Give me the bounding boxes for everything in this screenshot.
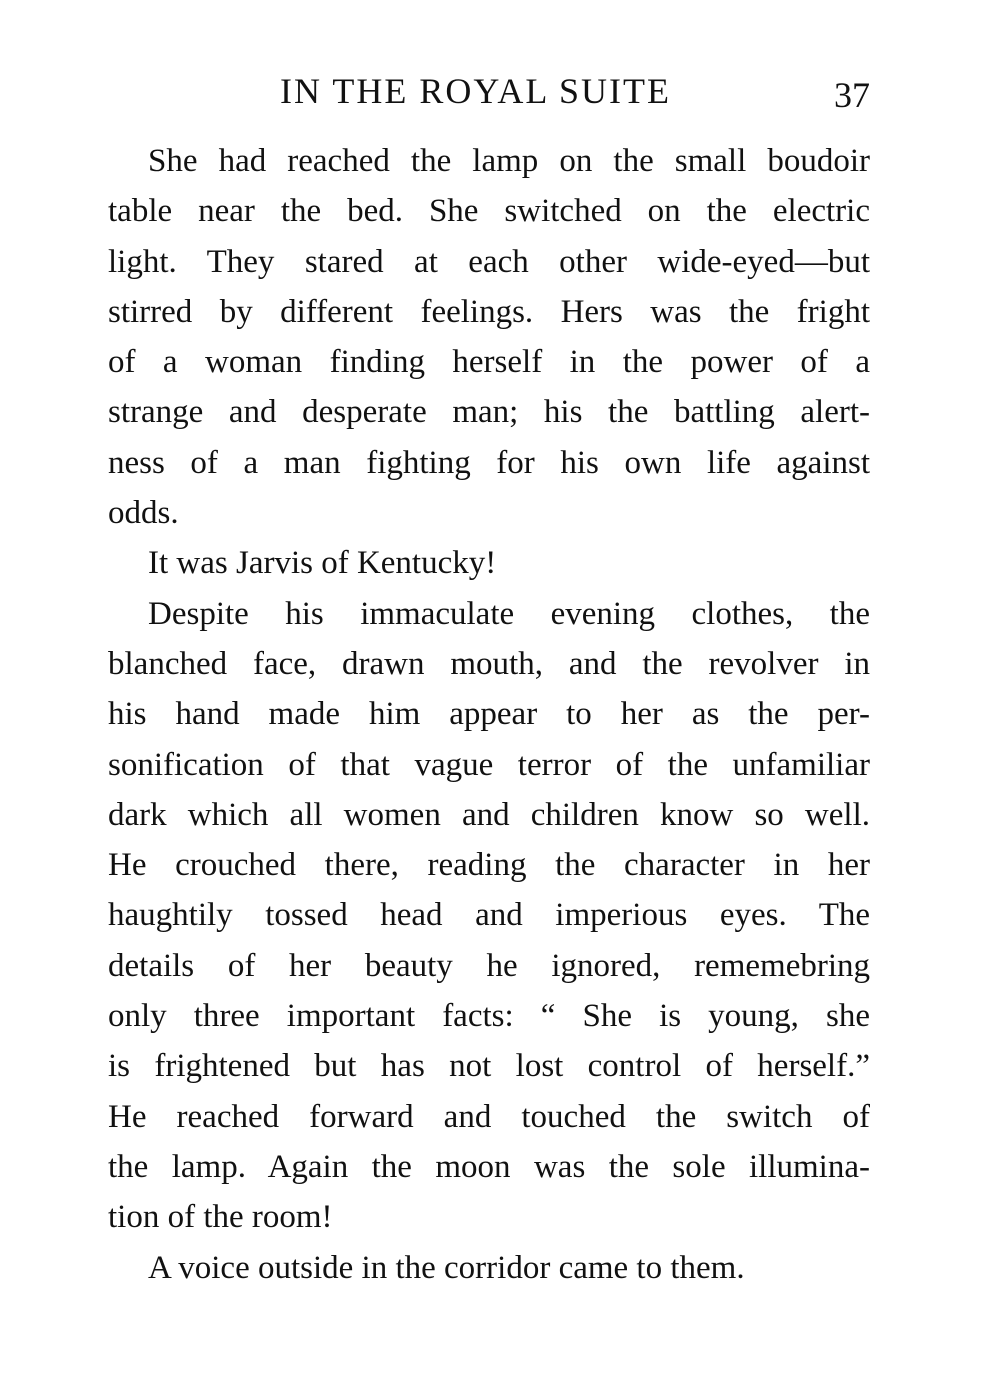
- text-line: ness of a man fighting for his own life against: [108, 444, 870, 481]
- text-line: blanched face, drawn mouth, and the revolver in: [108, 645, 870, 682]
- running-title: IN THE ROYAL SUITE: [280, 71, 671, 111]
- body-text: [108, 136, 870, 1293]
- text-line: haughtily tossed head and imperious eyes. The: [108, 897, 870, 934]
- text-line: Despite his immaculate evening clothes, the: [148, 595, 870, 632]
- text-line: odds.: [108, 495, 179, 532]
- page-number: 37: [834, 75, 870, 115]
- text-line: details of her beauty he ignored, rememebring: [108, 947, 870, 984]
- text-line: dark which all women and children know so well.: [108, 796, 870, 833]
- text-line: the lamp. Again the moon was the sole illumina-: [108, 1148, 870, 1185]
- text-line: light. They stared at each other wide-eyed—but: [108, 243, 870, 280]
- text-line: sonification of that vague terror of the unfamiliar: [108, 746, 870, 783]
- text-line: strange and desperate man; his the battling alert-: [108, 394, 870, 431]
- text-line: of a woman finding herself in the power of a: [108, 344, 870, 381]
- text-line: is frightened but has not lost control of herself.”: [108, 1048, 870, 1085]
- text-line: table near the bed. She switched on the electric: [108, 193, 870, 230]
- text-line: He crouched there, reading the character in her: [108, 847, 870, 884]
- text-line: only three important facts: “ She is young, she: [108, 998, 870, 1035]
- text-line: A voice outside in the corridor came to them.: [148, 1249, 745, 1286]
- text-line: She had reached the lamp on the small boudoir: [148, 143, 870, 179]
- running-header: [108, 66, 870, 116]
- text-line: tion of the room!: [108, 1199, 333, 1236]
- text-line: It was Jarvis of Kentucky!: [148, 545, 497, 582]
- text-line: his hand made him appear to her as the per-: [108, 696, 870, 733]
- text-line: He reached forward and touched the switch of: [108, 1098, 870, 1135]
- text-line: stirred by different feelings. Hers was the fright: [108, 293, 870, 330]
